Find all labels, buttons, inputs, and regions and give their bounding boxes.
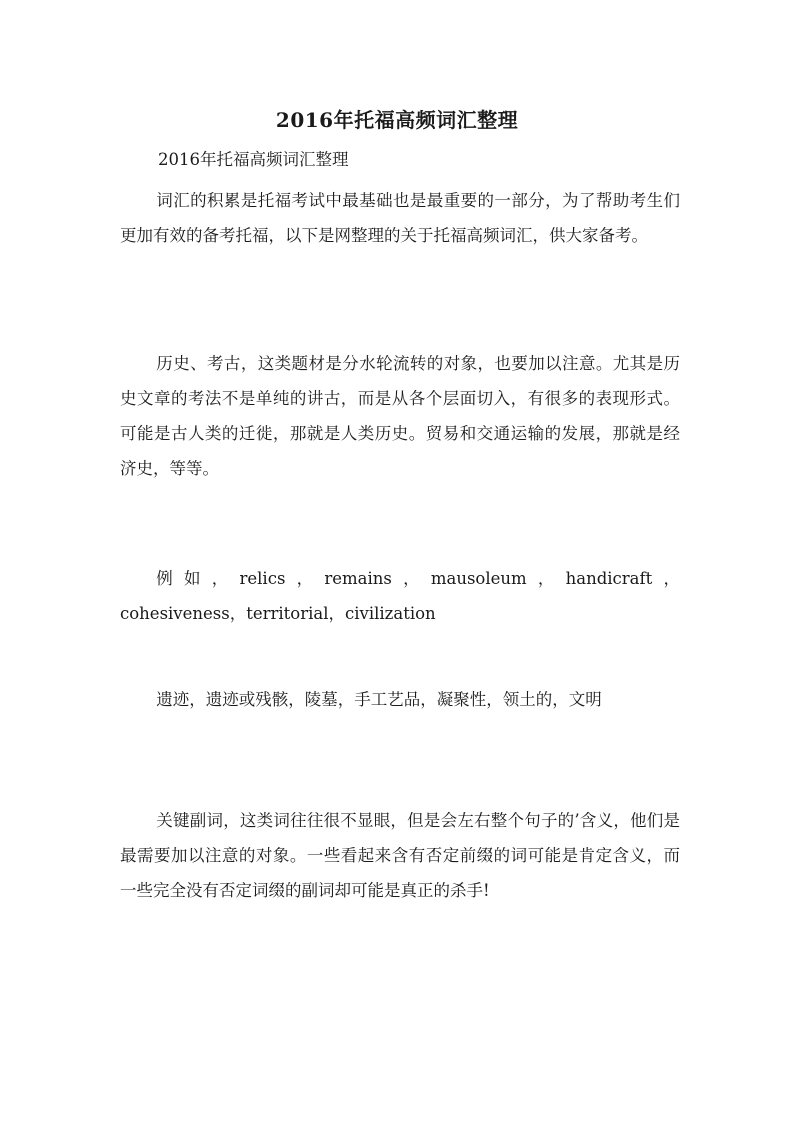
document-subtitle: 2016年托福高频词汇整理: [158, 150, 349, 169]
document-title: 2016年托福高频词汇整理: [275, 108, 519, 132]
paragraph-intro: 词汇的积累是托福考试中最基础也是最重要的一部分，为了帮助考生们更加有效的备考托福，以下是网整理的关于托福高频词汇，供大家备考。: [120, 191, 680, 245]
paragraph-key-adverbs: 关键副词，这类词往往很不显眼，但是会左右整个句子的’含义，他们是最需要加以注意的对象。一些看起来含有否定前缀的词可能是肯定含义，而一些完全没有否定词缀的副词却可能是真正的杀手!: [120, 811, 680, 900]
paragraph-vocabulary-examples: 例如，relics，remains，mausoleum，handicraft，cohesiveness，territorial，civilization: [120, 569, 680, 623]
paragraph-history: 历史、考古，这类题材是分水轮流转的对象，也要加以注意。尤其是历史文章的考法不是单纯的讲古，而是从各个层面切入，有很多的表现形式。可能是古人类的迁徙，那就是人类历史。贸易和交通运输的发展，那就是经济史，等等。: [120, 354, 680, 478]
paragraph-vocabulary-meanings: 遗迹，遗迹或残骸，陵墓，手工艺品，凝聚性，领土的，文明: [156, 690, 602, 709]
